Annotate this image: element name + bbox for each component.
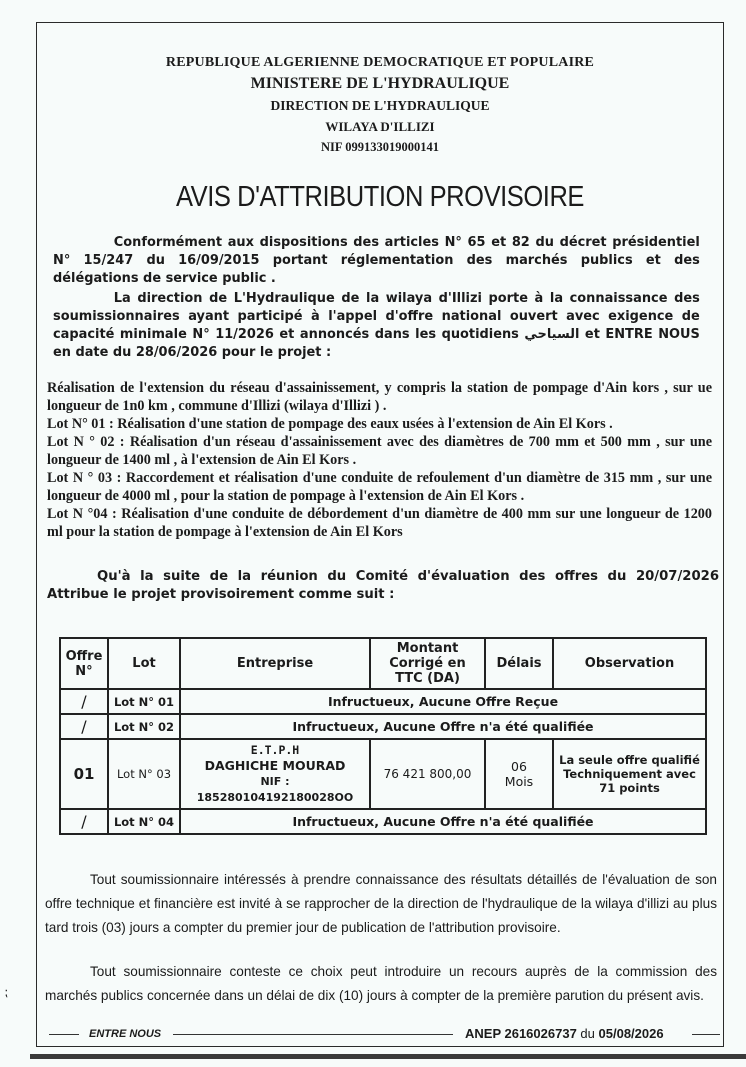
header-direction: DIRECTION DE L'HYDRAULIQUE [270,98,490,113]
header-montant: Montant Corrigé en TTC (DA) [370,638,485,689]
row4-offre: / [60,809,108,834]
row2-offre: / [60,714,108,739]
anep-du: du [580,1026,595,1041]
notice-frame [36,22,724,1047]
results-table [59,637,707,835]
footer-journal: ENTRE NOUS [89,1028,162,1040]
entreprise-nif: NIF : 185280104192180028OO [196,775,354,804]
row2-lot: Lot N° 02 [108,714,180,739]
row3-delais [485,739,553,809]
project-description [47,379,712,541]
scan-artifact-mark: ⁏ [4,985,9,999]
row3-entreprise [180,739,370,809]
row3-offre: 01 [60,739,108,809]
anep-number: ANEP 2616026737 [465,1026,577,1041]
announcement-paragraph: La direction de L'Hydraulique de la wilaya d'Illizi porte à la connaissance des soumissionnaires ayant participé à l'appel d'offre national ouvert avec exigence de capacité minimale N° 11/2026 et annoncés dans les quotidiens السياحي et ENTRE NOUS en date du 28/06/2026 pour le projet : [53,291,700,360]
header-delais: Délais [485,638,553,689]
appeal-paragraph: Tout soumissionnaire conteste ce choix peut introduire un recours auprès de la commission des marchés publics concernée dans un délai de dix (10) jours à compter de la première parution du présent avis. [45,964,717,1003]
table-row [60,739,706,809]
footer-rule-right [692,1034,720,1035]
delais-number: 06 [511,759,527,774]
project-lot-4: Lot N °04 : Réalisation d'une conduite de débordement d'un diamètre de 400 mm sur une longueur de 1200 ml pour la station de pompage à l'extension de Ain El Kors [47,506,712,540]
footer-rule-left [49,1034,79,1035]
entreprise-owner: DAGHICHE MOURAD [204,758,346,773]
footer-anep [465,1026,664,1041]
row3-montant: 76 421 800,00 [370,739,485,809]
project-lot-3: Lot N ° 03 : Raccordement et réalisation d'une conduite de refoulement d'un diamètre de 315 mm , sur une longueur de 4000 ml , pour la station de pompage à l'extension de Ain El Kors . [47,470,712,504]
project-intro: Réalisation de l'extension du réseau d'assainissement, y compris la station de pompage d'Ain kors , sur ue longueur de 1n0 km , commune d'Illizi (wilaya d'Illizi ) . [47,380,712,414]
header-republic: REPUBLIQUE ALGERIENNE DEMOCRATIQUE ET POPULAIRE [165,55,595,70]
row1-result: Infructueux, Aucune Offre Reçue [180,689,706,714]
table-row [60,689,706,714]
row4-lot: Lot N° 04 [108,809,180,834]
page-bottom-bar [30,1054,746,1059]
row1-offre: / [60,689,108,714]
row1-lot: Lot N° 01 [108,689,180,714]
project-lot-2: Lot N ° 02 : Réalisation d'un réseau d'assainissement avec des diamètres de 700 mm et 500 mm , sur une longueur de 1400 ml , à l'extension de Ain El Kors . [47,434,712,468]
project-lot-1: Lot N° 01 : Réalisation d'une station de pompage des eaux usées à l'extension de Ain El Kors . [47,416,613,432]
header-wilaya: WILAYA D'ILLIZI [325,119,435,134]
header-nif: NIF 099133019000141 [321,140,439,154]
header-offre: Offre N° [60,638,108,689]
header-observation: Observation [553,638,706,689]
row2-result: Infructueux, Aucune Offre n'a été qualifiée [180,714,706,739]
footer-rule-middle [173,1034,453,1035]
delais-unit: Mois [504,774,534,789]
header-ministry: MINISTERE DE L'HYDRAULIQUE [250,75,510,92]
entreprise-name: E.T.P.H [250,743,300,757]
header-lot: Lot [108,638,180,689]
committee-paragraph: Qu'à la suite de la réunion du Comité d'évaluation des offres du 20/07/2026 Attribue le projet provisoirement comme suit : [47,569,719,602]
table-row [60,714,706,739]
row3-lot: Lot N° 03 [108,739,180,809]
anep-date: 05/08/2026 [598,1026,664,1041]
header-entreprise: Entreprise [180,638,370,689]
row3-observation: La seule offre qualifié Techniquement avec 71 points [553,739,706,809]
consultation-paragraph: Tout soumissionnaire intéressés à prendre connaissance des résultats détaillés de l'évaluation de son offre technique et financière est invité à se rapprocher de la direction de l'hydraulique de la wilaya d'illizi au plus tard trois (03) jours a compter du premier jour de publication de l'attribution provisoire. [45,872,717,935]
row4-result: Infructueux, Aucune Offre n'a été qualifiée [180,809,706,834]
notice-title: AVIS D'ATTRIBUTION PROVISOIRE [175,181,585,213]
table-header-row [60,638,706,689]
legal-basis-paragraph: Conformément aux dispositions des articles N° 65 et 82 du décret présidentiel N° 15/247 du 16/09/2015 portant réglementation des marchés publics et des délégations de service public . [53,235,700,286]
table-row [60,809,706,834]
